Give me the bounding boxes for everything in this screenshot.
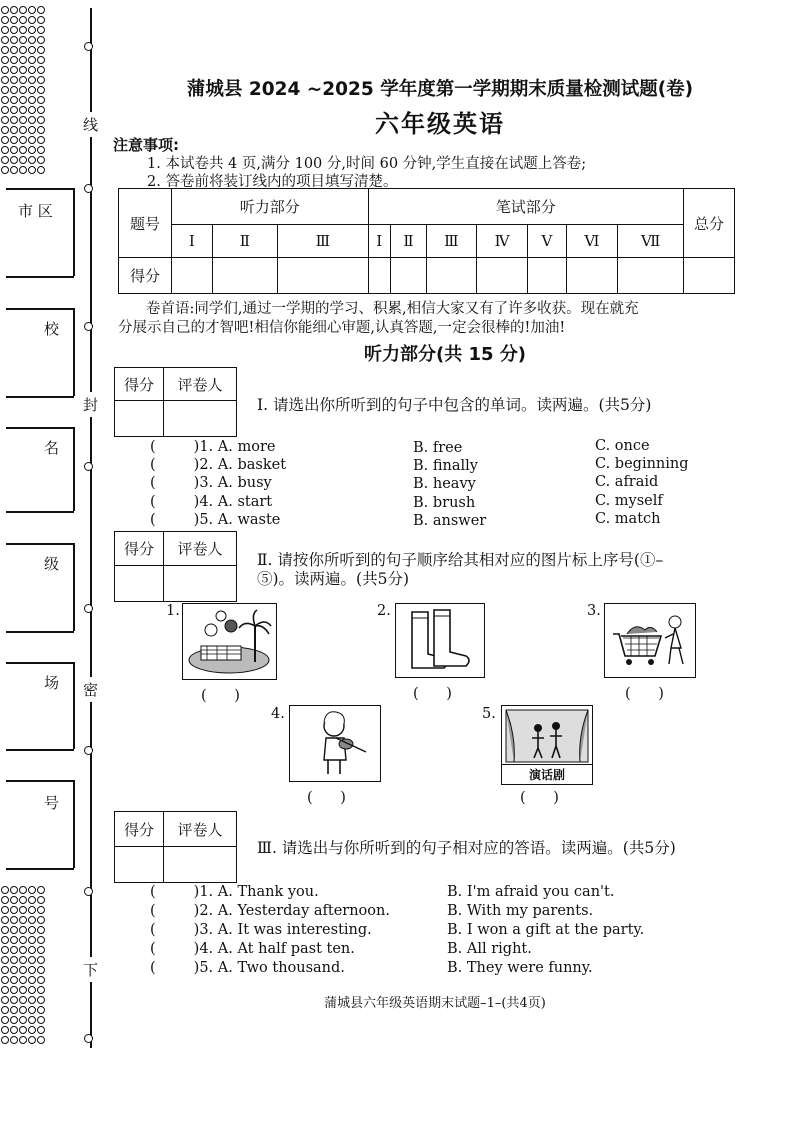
score-table-listening: 听力部分 <box>172 189 369 225</box>
binding-hole <box>19 36 27 44</box>
option-b: B. heavy <box>413 476 476 492</box>
list-item: ( )4. A. start <box>150 494 273 510</box>
binding-hole <box>28 56 36 64</box>
binding-hole <box>1 6 9 14</box>
binding-hole <box>19 136 27 144</box>
pic-answer-blank-5[interactable]: ( ) <box>520 790 559 806</box>
pic-answer-blank-1[interactable]: ( ) <box>201 688 240 704</box>
preface-line-2: 分展示自己的才智吧!相信你能细心审题,认真答题,一定会很棒的!加油! <box>118 320 566 336</box>
binding-hole <box>37 16 45 24</box>
binding-hole <box>37 1026 45 1034</box>
grader-score-cell[interactable] <box>115 566 164 602</box>
score-cell[interactable] <box>212 258 277 294</box>
pic-number-2: 2. <box>377 603 391 619</box>
binding-char-seal: 封 <box>83 392 98 417</box>
binding-hole <box>37 36 45 44</box>
binding-hole <box>19 896 27 904</box>
binding-hole <box>19 166 27 174</box>
binding-hole <box>37 936 45 944</box>
binding-hole <box>19 106 27 114</box>
binding-circle <box>84 1034 93 1043</box>
binding-hole <box>10 146 18 154</box>
field-label-city: 市 区 <box>18 202 53 220</box>
list-item: ( )3. A. busy <box>150 475 272 491</box>
binding-hole <box>19 886 27 894</box>
binding-hole <box>10 86 18 94</box>
binding-hole <box>10 136 18 144</box>
binding-hole <box>28 906 36 914</box>
score-table-row-label: 题号 <box>119 189 172 258</box>
score-cell[interactable] <box>476 258 528 294</box>
binding-hole <box>19 976 27 984</box>
picnic-icon <box>183 604 276 679</box>
binding-hole <box>28 26 36 34</box>
binding-hole <box>28 976 36 984</box>
binding-hole <box>10 156 18 164</box>
option-b: B. free <box>413 440 463 456</box>
binding-hole <box>28 126 36 134</box>
binding-hole <box>10 66 18 74</box>
binding-hole <box>1 56 9 64</box>
col-listening-1: Ⅰ <box>172 225 213 258</box>
binding-hole <box>28 936 36 944</box>
binding-circle <box>84 322 93 331</box>
binding-hole <box>1 126 9 134</box>
binding-hole <box>28 886 36 894</box>
binding-hole <box>1 936 9 944</box>
binding-hole <box>19 946 27 954</box>
list-item: ( )1. A. more <box>150 439 276 455</box>
option-c: C. once <box>595 438 650 454</box>
binding-hole <box>37 976 45 984</box>
score-cell[interactable] <box>368 258 390 294</box>
score-table-writing: 笔试部分 <box>368 189 683 225</box>
grader-label: 评卷人 <box>164 532 237 566</box>
option-b: B. brush <box>413 495 476 511</box>
binding-hole <box>19 966 27 974</box>
binding-hole <box>10 1036 18 1044</box>
binding-circle <box>84 42 93 51</box>
binding-hole <box>28 66 36 74</box>
binding-hole <box>10 946 18 954</box>
grader-score-cell[interactable] <box>115 847 164 883</box>
binding-hole <box>10 916 18 924</box>
pic-answer-blank-2[interactable]: ( ) <box>413 686 452 702</box>
score-table-score-label: 得分 <box>119 258 172 294</box>
part2-instruction-2: ⑤)。读两遍。(共5分) <box>257 570 410 588</box>
binding-holes-bottom <box>0 884 46 1046</box>
binding-hole <box>19 996 27 1004</box>
binding-hole <box>10 956 18 964</box>
binding-hole <box>28 986 36 994</box>
binding-hole <box>37 156 45 164</box>
pic-answer-blank-4[interactable]: ( ) <box>307 790 346 806</box>
binding-hole <box>37 96 45 104</box>
picture-5 <box>501 705 593 785</box>
binding-hole <box>19 96 27 104</box>
binding-hole <box>1 136 9 144</box>
binding-hole <box>10 976 18 984</box>
part1-instruction: Ⅰ. 请选出你所听到的句子中包含的单词。读两遍。(共5分) <box>257 396 652 414</box>
binding-hole <box>37 916 45 924</box>
binding-hole <box>10 996 18 1004</box>
field-label-name: 名 <box>44 439 60 457</box>
list-item: ( )1. A. Thank you. <box>150 884 319 900</box>
violin-girl-icon <box>290 706 380 781</box>
binding-hole <box>10 16 18 24</box>
grader-box-2 <box>114 531 237 602</box>
binding-hole <box>28 116 36 124</box>
list-item: ( )2. A. basket <box>150 457 287 473</box>
binding-hole <box>37 26 45 34</box>
binding-hole <box>37 146 45 154</box>
list-item: ( )4. A. At half past ten. <box>150 941 355 957</box>
binding-hole <box>1 76 9 84</box>
grader-name-cell[interactable] <box>164 847 237 883</box>
binding-hole <box>19 156 27 164</box>
binding-hole <box>10 1026 18 1034</box>
picture-4 <box>289 705 381 782</box>
binding-hole <box>10 166 18 174</box>
pic-number-1: 1. <box>166 603 180 619</box>
stage-caption: 演话剧 <box>502 764 592 785</box>
binding-hole <box>10 936 18 944</box>
option-c: C. myself <box>595 493 663 509</box>
binding-hole <box>1 1036 9 1044</box>
binding-hole <box>19 16 27 24</box>
binding-hole <box>28 76 36 84</box>
binding-hole <box>1 26 9 34</box>
pic-number-5: 5. <box>482 706 496 722</box>
grader-score-cell[interactable] <box>115 401 164 437</box>
binding-hole <box>19 906 27 914</box>
binding-hole <box>37 56 45 64</box>
binding-hole <box>19 1016 27 1024</box>
binding-hole <box>1 16 9 24</box>
binding-hole <box>28 966 36 974</box>
binding-hole <box>19 116 27 124</box>
binding-hole <box>1 916 9 924</box>
score-cell[interactable] <box>390 258 426 294</box>
binding-hole <box>1 96 9 104</box>
pic-number-3: 3. <box>587 603 601 619</box>
binding-hole <box>37 106 45 114</box>
binding-circle <box>84 462 93 471</box>
binding-hole <box>37 76 45 84</box>
binding-hole <box>19 56 27 64</box>
binding-hole <box>37 996 45 1004</box>
binding-circle <box>84 604 93 613</box>
binding-hole <box>10 56 18 64</box>
binding-hole <box>37 886 45 894</box>
binding-char-line: 线 <box>83 112 98 137</box>
binding-hole <box>28 106 36 114</box>
binding-hole <box>10 886 18 894</box>
binding-circle <box>84 184 93 193</box>
col-writing-6: Ⅵ <box>566 225 618 258</box>
binding-hole <box>28 136 36 144</box>
pic-answer-blank-3[interactable]: ( ) <box>625 686 664 702</box>
binding-circle <box>84 746 93 755</box>
option-c: C. afraid <box>595 474 659 490</box>
binding-hole <box>28 916 36 924</box>
binding-hole <box>10 96 18 104</box>
option-c: C. beginning <box>595 456 689 472</box>
binding-hole <box>1 956 9 964</box>
score-cell[interactable] <box>566 258 618 294</box>
binding-hole <box>1 886 9 894</box>
option-b: B. They were funny. <box>447 960 593 976</box>
binding-hole <box>1 976 9 984</box>
binding-hole <box>1 66 9 74</box>
preface-line-1: 卷首语:同学们,通过一学期的学习、积累,相信大家又有了许多收获。现在就充 <box>146 301 639 317</box>
binding-hole <box>19 1036 27 1044</box>
binding-hole <box>1 86 9 94</box>
section-title-listening: 听力部分(共 15 分) <box>363 344 527 365</box>
grader-name-cell[interactable] <box>164 566 237 602</box>
exam-subtitle: 六年级英语 <box>375 110 505 138</box>
binding-char-down: 下 <box>83 957 98 982</box>
binding-hole <box>37 896 45 904</box>
grader-score-label: 得分 <box>115 368 164 401</box>
binding-hole <box>10 1006 18 1014</box>
grader-name-cell[interactable] <box>164 401 237 437</box>
binding-hole <box>19 926 27 934</box>
binding-hole <box>37 46 45 54</box>
binding-hole <box>37 926 45 934</box>
binding-hole <box>10 26 18 34</box>
binding-hole <box>28 996 36 1004</box>
binding-hole <box>1 896 9 904</box>
score-cell[interactable] <box>426 258 476 294</box>
boots-icon <box>396 604 484 677</box>
binding-hole <box>1 946 9 954</box>
binding-hole <box>28 1026 36 1034</box>
score-cell[interactable] <box>618 258 684 294</box>
option-b: B. answer <box>413 513 487 529</box>
binding-hole <box>28 1006 36 1014</box>
picture-3 <box>604 603 696 678</box>
binding-hole <box>37 1016 45 1024</box>
binding-hole <box>28 1036 36 1044</box>
col-writing-4: Ⅳ <box>476 225 528 258</box>
binding-hole <box>28 926 36 934</box>
binding-hole <box>10 76 18 84</box>
binding-hole <box>1 926 9 934</box>
field-label-number: 号 <box>44 794 60 812</box>
binding-hole <box>37 1036 45 1044</box>
binding-hole <box>1 1016 9 1024</box>
list-item: ( )5. A. waste <box>150 512 281 528</box>
grader-label: 评卷人 <box>164 368 237 401</box>
binding-hole <box>19 26 27 34</box>
binding-hole <box>28 896 36 904</box>
binding-hole <box>1 1006 9 1014</box>
binding-hole <box>1 966 9 974</box>
binding-hole <box>19 936 27 944</box>
binding-hole <box>19 76 27 84</box>
binding-hole <box>37 86 45 94</box>
binding-hole <box>1 166 9 174</box>
binding-hole <box>19 46 27 54</box>
binding-hole <box>19 146 27 154</box>
binding-hole <box>19 986 27 994</box>
notice-heading: 注意事项: <box>113 136 179 154</box>
binding-hole <box>1 1026 9 1034</box>
part2-instruction-1: Ⅱ. 请按你所听到的句子顺序给其相对应的图片标上序号(①– <box>257 551 664 569</box>
binding-hole <box>10 926 18 934</box>
page-footer: 蒲城县六年级英语期末试题–1–(共4页) <box>324 996 546 1011</box>
option-b: B. I won a gift at the party. <box>447 922 645 938</box>
picture-1 <box>182 603 277 680</box>
option-c: C. match <box>595 511 661 527</box>
binding-hole <box>28 96 36 104</box>
col-listening-3: Ⅲ <box>278 225 369 258</box>
grader-label: 评卷人 <box>164 812 237 847</box>
option-b: B. With my parents. <box>447 903 594 919</box>
binding-hole <box>1 116 9 124</box>
binding-hole <box>37 1006 45 1014</box>
grader-box-1 <box>114 367 237 437</box>
binding-hole <box>1 146 9 154</box>
binding-hole <box>28 36 36 44</box>
picture-2 <box>395 603 485 678</box>
score-table <box>118 188 735 294</box>
option-b: B. All right. <box>447 941 532 957</box>
binding-hole <box>28 146 36 154</box>
binding-hole <box>10 36 18 44</box>
binding-hole <box>1 996 9 1004</box>
binding-hole <box>1 106 9 114</box>
score-table-total: 总分 <box>684 189 735 258</box>
pic-number-4: 4. <box>271 706 285 722</box>
binding-hole <box>37 136 45 144</box>
binding-holes-top <box>0 4 46 172</box>
binding-circle <box>84 887 93 896</box>
binding-hole <box>37 956 45 964</box>
list-item: ( )2. A. Yesterday afternoon. <box>150 903 390 919</box>
binding-hole <box>37 166 45 174</box>
binding-hole <box>19 916 27 924</box>
binding-hole <box>37 6 45 14</box>
binding-hole <box>28 1016 36 1024</box>
binding-hole <box>19 66 27 74</box>
binding-hole <box>1 46 9 54</box>
binding-hole <box>1 906 9 914</box>
field-label-room: 场 <box>44 674 60 692</box>
binding-hole <box>1 986 9 994</box>
binding-hole <box>19 956 27 964</box>
binding-char-secret: 密 <box>83 677 98 702</box>
binding-hole <box>37 946 45 954</box>
score-cell[interactable] <box>172 258 213 294</box>
grader-box-3 <box>114 811 237 883</box>
list-item: ( )5. A. Two thousand. <box>150 960 345 976</box>
binding-hole <box>1 156 9 164</box>
list-item: ( )3. A. It was interesting. <box>150 922 372 938</box>
binding-hole <box>37 966 45 974</box>
notice-line-1: 1. 本试卷共 4 页,满分 100 分,时间 60 分钟,学生直接在试题上答卷; <box>147 156 587 172</box>
field-label-school: 校 <box>44 320 60 338</box>
grader-score-label: 得分 <box>115 532 164 566</box>
binding-hole <box>10 116 18 124</box>
col-writing-3: Ⅲ <box>426 225 476 258</box>
binding-hole <box>28 956 36 964</box>
score-cell[interactable] <box>528 258 566 294</box>
binding-hole <box>28 46 36 54</box>
binding-hole <box>10 46 18 54</box>
binding-hole <box>10 986 18 994</box>
binding-hole <box>1 36 9 44</box>
binding-hole <box>10 126 18 134</box>
part3-instruction: Ⅲ. 请选出与你所听到的句子相对应的答语。读两遍。(共5分) <box>257 839 676 857</box>
binding-hole <box>37 986 45 994</box>
binding-hole <box>37 126 45 134</box>
col-listening-2: Ⅱ <box>212 225 277 258</box>
option-b: B. finally <box>413 458 478 474</box>
col-writing-7: Ⅶ <box>618 225 684 258</box>
binding-hole <box>19 1026 27 1034</box>
binding-hole <box>10 966 18 974</box>
binding-hole <box>19 1006 27 1014</box>
binding-hole <box>10 906 18 914</box>
binding-hole <box>28 166 36 174</box>
binding-hole <box>37 66 45 74</box>
binding-hole <box>28 6 36 14</box>
col-writing-5: Ⅴ <box>528 225 566 258</box>
binding-hole <box>19 126 27 134</box>
shopping-cart-icon <box>605 604 695 677</box>
score-cell[interactable] <box>278 258 369 294</box>
binding-hole <box>10 1016 18 1024</box>
stage-icon <box>502 706 592 764</box>
option-b: B. I'm afraid you can't. <box>447 884 615 900</box>
field-label-class: 级 <box>44 555 60 573</box>
binding-hole <box>28 156 36 164</box>
binding-hole <box>19 6 27 14</box>
col-writing-2: Ⅱ <box>390 225 426 258</box>
binding-hole <box>10 896 18 904</box>
exam-title: 蒲城县 2024 ~2025 学年度第一学期期末质量检测试题(卷) <box>186 79 694 100</box>
binding-hole <box>28 946 36 954</box>
grader-score-label: 得分 <box>115 812 164 847</box>
binding-hole <box>28 86 36 94</box>
binding-hole <box>37 116 45 124</box>
score-cell[interactable] <box>684 258 735 294</box>
notice-line-2: 2. 答卷前将装订线内的项目填写清楚。 <box>147 174 398 190</box>
binding-hole <box>10 6 18 14</box>
col-writing-1: Ⅰ <box>368 225 390 258</box>
binding-hole <box>19 86 27 94</box>
binding-hole <box>37 906 45 914</box>
binding-hole <box>28 16 36 24</box>
binding-hole <box>10 106 18 114</box>
